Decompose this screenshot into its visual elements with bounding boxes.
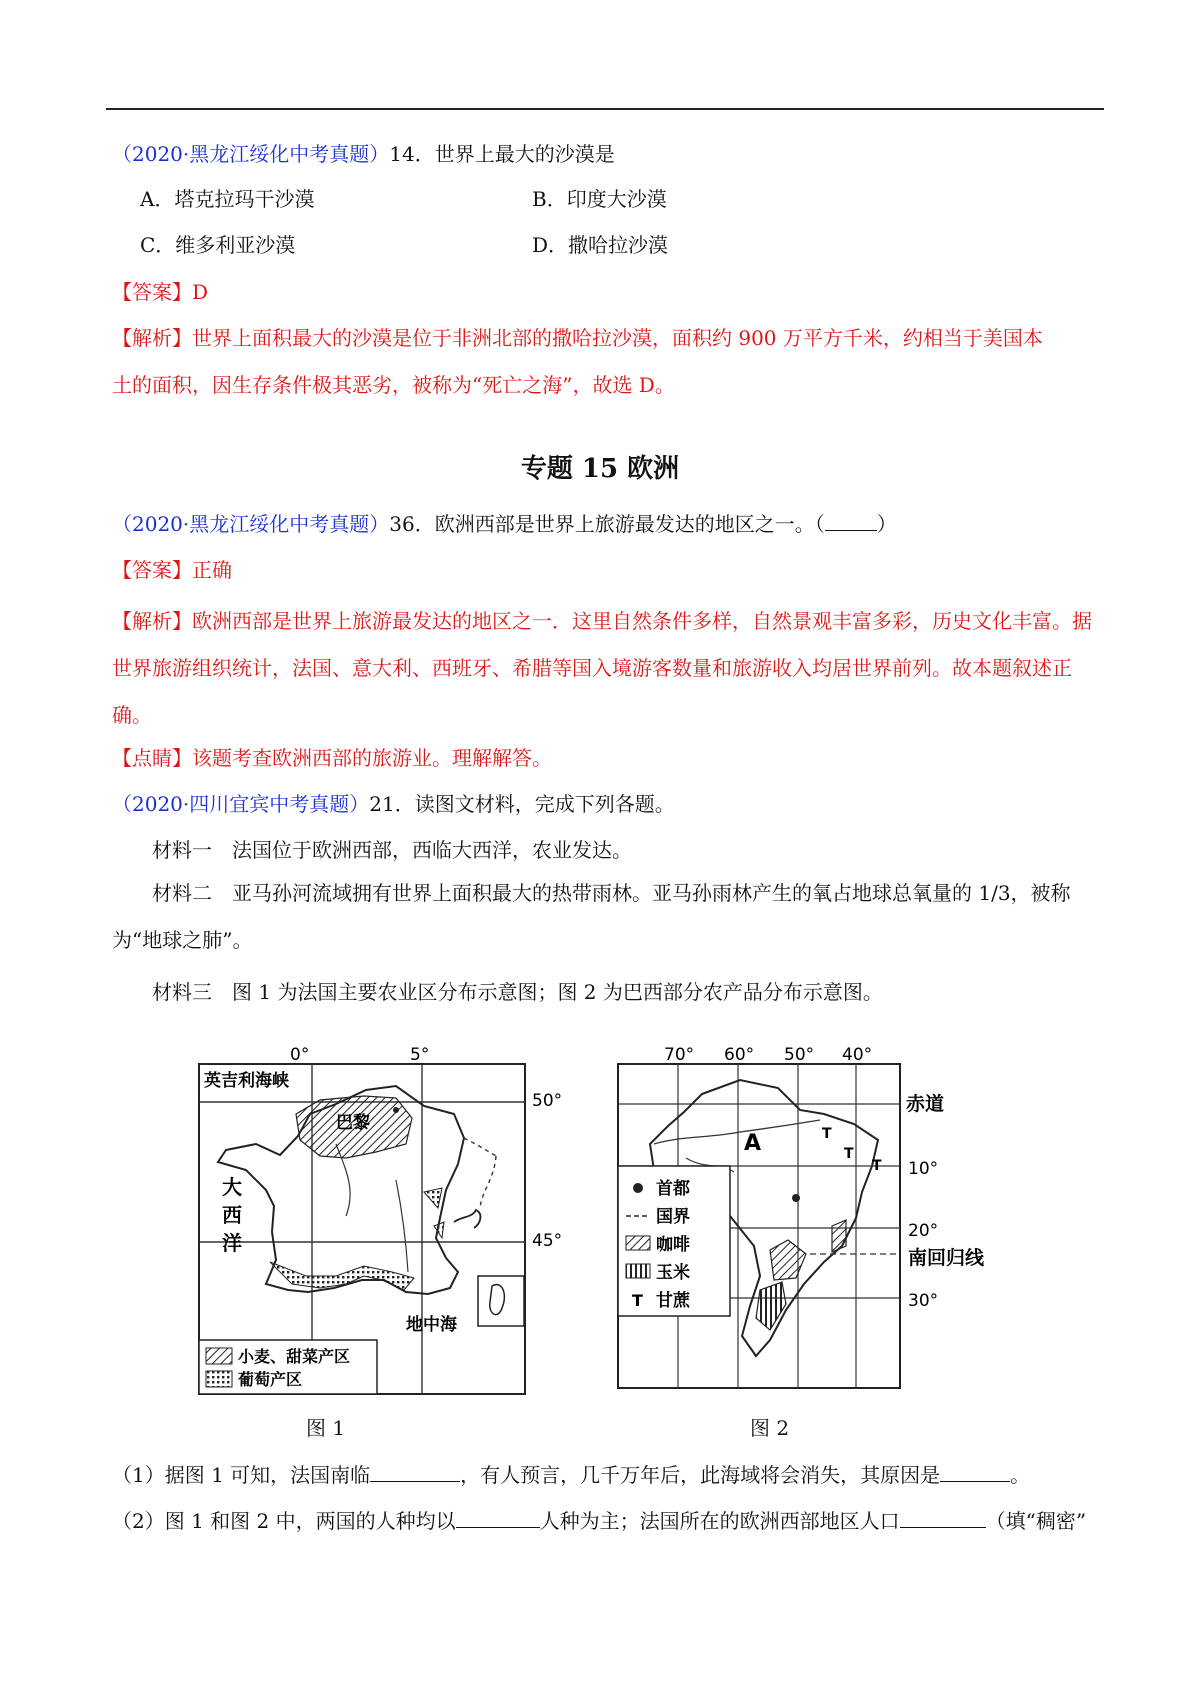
q21-sub1-blank1[interactable] [370,1459,460,1482]
q14-answer-tag: 【答案】 [112,280,192,304]
q36-comment-text: 该题考查欧洲西部的旅游业。理解解答。 [192,746,552,770]
fig1-legend-wheat-swatch [206,1348,232,1364]
q21-sub2-a: （2）图 1 和图 2 中，两国的人种均以 [112,1509,456,1533]
q21-material2: 材料二 亚马孙河流域拥有世界上面积最大的热带雨林。亚马孙雨林产生的氧占地球总氧量的 1/3，被称为“地球之肺”。 [112,881,1071,952]
fig1-legend-wheat: 小麦、甜菜产区 [238,1347,351,1366]
fig2-equator-label: 赤道 [906,1093,945,1115]
fig2-tropic-label: 南回归线 [908,1247,985,1269]
q21-sub1-blank2[interactable] [940,1459,1010,1482]
q14-analysis-line1 [112,323,1043,353]
q14-option-c: C．维多利亚沙漠 [140,233,296,257]
fig2-region-a: A [744,1131,762,1156]
q36-analysis-text: 欧洲西部是世界上旅游最发达的地区之一．这里自然条件多样，自然景观丰富多彩，历史文化丰富。据世界旅游组织统计，法国、意大利、西班牙、希腊等国入境游客数量和旅游收入均居世界前列。故本题叙述正确。 [112,609,1092,727]
q14-stem: 14．世界上最大的沙漠是 [389,142,615,166]
q21-sub1-b: ，有人预言，几千万年后，此海域将会消失，其原因是 [460,1463,941,1487]
q36-source: （2020·黑龙江绥化中考真题） [112,512,390,536]
q14-analysis-text1: 世界上面积最大的沙漠是位于非洲北部的撒哈拉沙漠，面积约 900 万平方千米，约相当于美国本 [192,326,1043,350]
q36-answer-value: 正确 [192,558,232,582]
q14-analysis-line2: 土的面积，因生存条件极其恶劣，被称为“死亡之海”，故选 D。 [112,373,675,397]
figure-2-caption: 图 2 [750,1416,790,1440]
q36-analysis [112,598,1102,739]
fig2-lon-40: 40° [842,1045,873,1065]
fig1-atlantic-2: 西 [222,1203,242,1227]
fig2-legend-coffee-swatch [626,1236,650,1250]
fig2-sugarcane-mark2: T [844,1146,854,1162]
q36-comment-tag: 【点睛】 [112,746,192,770]
q21-material1: 材料一 法国位于欧洲西部，西临大西洋，农业发达。 [152,838,632,862]
figure-2-brazil-map [610,1040,1030,1400]
fig2-legend-capital: 首都 [656,1179,690,1199]
fig2-capital-dot [792,1194,800,1202]
q21-source: （2020·四川宜宾中考真题） [112,792,370,816]
fig2-lon-50: 50° [784,1045,815,1065]
figure-1-france-map [196,1040,576,1400]
fig2-legend-coffee: 咖啡 [656,1235,690,1255]
fig1-paris-dot [393,1107,399,1113]
fig1-border [464,1138,496,1208]
q21-sub2-b: 人种为主；法国所在的欧洲西部地区人口 [539,1509,900,1533]
q36-blank[interactable] [825,508,877,531]
section-title: 专题 15 欧洲 [520,454,680,484]
q21-stem: 21．读图文材料，完成下列各题。 [369,792,675,816]
fig1-paris-label: 巴黎 [336,1113,370,1133]
q36-analysis-tag: 【解析】 [112,609,192,633]
fig2-coffee-area-east [832,1220,846,1252]
fig1-river-rhone [396,1180,408,1272]
fig2-lat-10: 10° [908,1159,939,1179]
q36-answer [112,555,232,585]
fig2-legend-corn-swatch [626,1264,650,1278]
fig2-lon-70: 70° [664,1045,695,1065]
q14-answer-value: D [192,280,209,304]
fig2-legend-border: 国界 [656,1207,690,1227]
q14-source: （2020·黑龙江绥化中考真题） [112,142,390,166]
figure-1-caption: 图 1 [306,1416,346,1440]
fig2-sugarcane-mark3: T [872,1158,882,1174]
q14-analysis-tag: 【解析】 [112,326,192,350]
fig2-legend-capital-swatch [633,1183,643,1193]
fig2-sugarcane-mark1: T [822,1126,832,1142]
q21-sub1-a: （1）据图 1 可知，法国南临 [112,1463,371,1487]
q36-stem-line [112,508,897,539]
fig1-lat-45: 45° [532,1231,563,1251]
q21-sub2-c: （填“稠密” [985,1509,1087,1533]
q14-stem-line [112,139,615,169]
fig2-legend-sugarcane-swatch: T [632,1291,643,1310]
q36-answer-tag: 【答案】 [112,558,192,582]
fig1-channel-label: 英吉利海峡 [204,1071,289,1091]
fig2-amazon-river [654,1120,820,1144]
header-rule [106,108,1104,110]
q36-stem-end: ） [876,512,897,536]
fig1-legend-grape: 葡萄产区 [238,1370,303,1389]
q14-option-a: A．塔克拉玛干沙漠 [140,187,315,211]
fig1-lon-5: 5° [410,1045,430,1065]
fig1-legend-grape-swatch [206,1371,232,1387]
q21-sub1 [112,1459,1030,1490]
q21-stem-line [112,789,675,819]
q21-sub1-c: 。 [1010,1463,1031,1487]
q14-answer [112,277,208,307]
fig1-med-label: 地中海 [406,1315,457,1335]
fig2-legend-corn: 玉米 [656,1263,690,1283]
fig1-atlantic-3: 洋 [222,1231,242,1255]
fig1-lon-0: 0° [290,1045,310,1065]
q21-sub2 [112,1505,1086,1536]
fig1-inset-frame [478,1276,524,1326]
q21-sub2-blank1[interactable] [456,1505,540,1528]
fig2-legend-sugarcane: 甘蔗 [656,1291,690,1311]
q14-option-b: B．印度大沙漠 [532,187,667,211]
fig2-lon-60: 60° [724,1045,755,1065]
q21-sub2-blank2[interactable] [900,1505,986,1528]
fig2-corn-area [756,1282,786,1330]
fig1-lat-50: 50° [532,1091,563,1111]
fig1-atlantic-1: 大 [222,1175,242,1199]
fig2-lat-20: 20° [908,1221,939,1241]
q21-material3: 材料三 图 1 为法国主要农业区分布示意图；图 2 为巴西部分农产品分布示意图。 [152,980,883,1004]
fig2-coffee-area [770,1240,806,1280]
q14-option-d: D．撒哈拉沙漠 [532,233,669,257]
fig2-lat-30: 30° [908,1291,939,1311]
fig1-corsica [490,1285,505,1315]
fig1-alps [454,1210,480,1228]
q36-comment [112,743,552,773]
q36-stem: 36．欧洲西部是世界上旅游最发达的地区之一。（ [389,512,825,536]
